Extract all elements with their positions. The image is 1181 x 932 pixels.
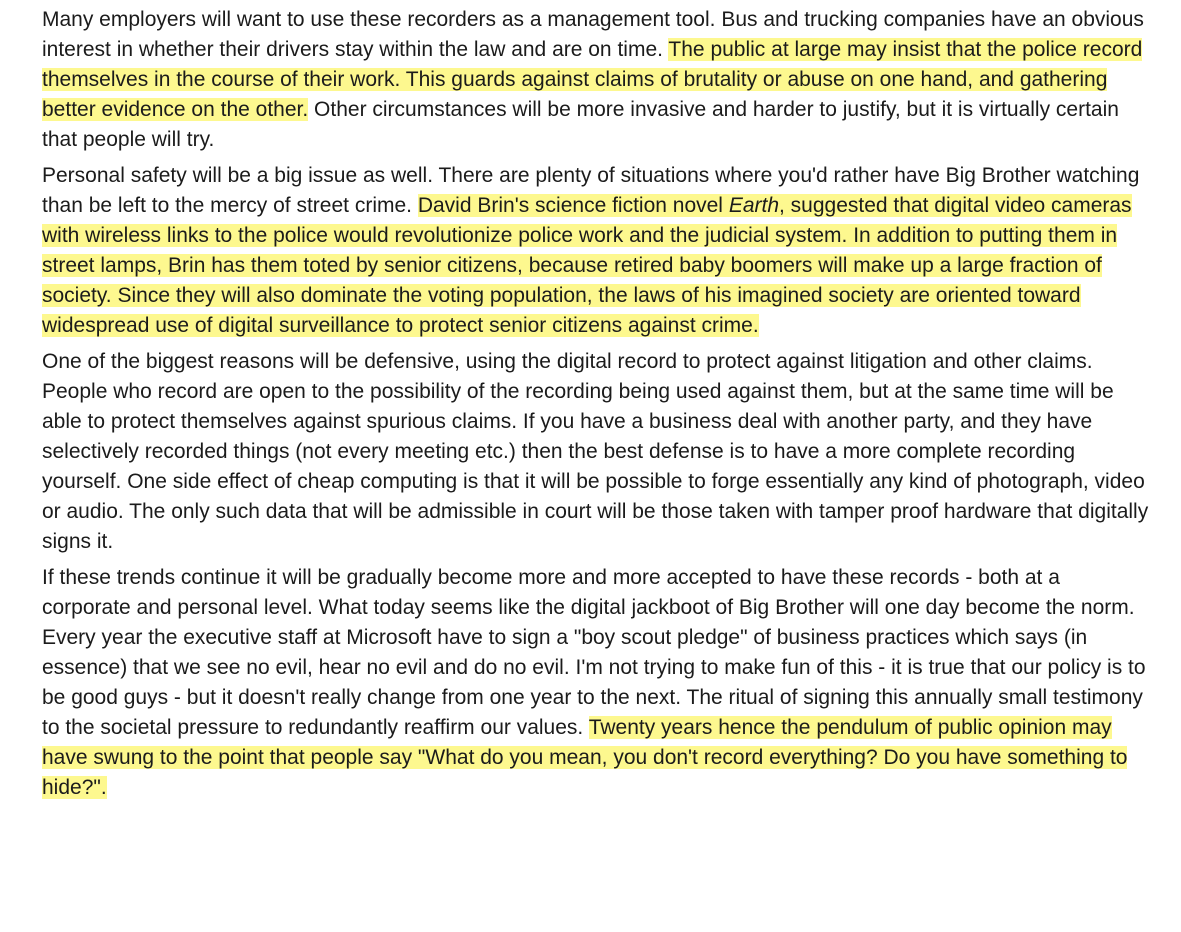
highlighted-text: David Brin's science fiction novel xyxy=(417,194,729,217)
text-segment: If these trends continue it will be gradually become more and more accepted to have these records - both at a corporate and personal level. What today seems like the digital jackboot of Big Brother will one day become the norm. Every year the executive staff at Microsoft have to sign a "boy scout pledge" of business practices which says (in essence) that we see no evil, hear no evil and do no evil. I'm not trying to make fun of this - it is true that our policy is to be good guys - but it doesn't really change from one year to the next. The ritual of signing this annually small testimony to the societal pressure to redundantly reaffirm our values. xyxy=(42,566,1146,739)
highlighted-text: The public at large may insist that the police record themselves in the course of their work. This guards against claims of brutality or abuse on one hand, and gathering better evidence on the other. xyxy=(42,38,1143,121)
paragraph-trends xyxy=(42,563,1152,803)
highlighted-book-title: Earth xyxy=(728,194,780,217)
text-segment: One of the biggest reasons will be defensive, using the digital record to protect against litigation and other claims. People who record are open to the possibility of the recording being used against them, but at the same time will be able to protect themselves against spurious claims. If you have a business deal with another party, and they have selectively recorded things (not every meeting etc.) then the best defense is to have a more complete recording yourself. One side effect of cheap computing is that it will be possible to forge essentially any kind of photograph, video or audio. The only such data that will be admissible in court will be those taken with tamper proof hardware that digitally signs it. xyxy=(42,350,1149,553)
paragraph-employers xyxy=(42,5,1152,155)
text-segment: Personal safety will be a big issue as well. There are plenty of situations where you'd rather have Big Brother watching than be left to the mercy of street crime. xyxy=(42,164,1140,217)
highlighted-text: Twenty years hence the pendulum of public opinion may have swung to the point that people say "What do you mean, you don't record everything? Do you have something to hide?". xyxy=(42,716,1128,799)
text-segment: Other circumstances will be more invasive and harder to justify, but it is virtually certain that people will try. xyxy=(42,98,1119,151)
text-segment: Many employers will want to use these recorders as a management tool. Bus and trucking companies have an obvious interest in whether their drivers stay within the law and are on time. xyxy=(42,8,1144,61)
paragraph-personal-safety xyxy=(42,161,1152,341)
document-body xyxy=(42,5,1152,809)
paragraph-defensive xyxy=(42,347,1152,557)
highlighted-text: , suggested that digital video cameras with wireless links to the police would revolutionize police work and the judicial system. In addition to putting them in street lamps, Brin has them toted by senior citizens, because retired baby boomers will make up a large fraction of society. Since they will also dominate the voting population, the laws of his imagined society are oriented toward widespread use of digital surveillance to protect senior citizens against crime. xyxy=(42,194,1132,337)
